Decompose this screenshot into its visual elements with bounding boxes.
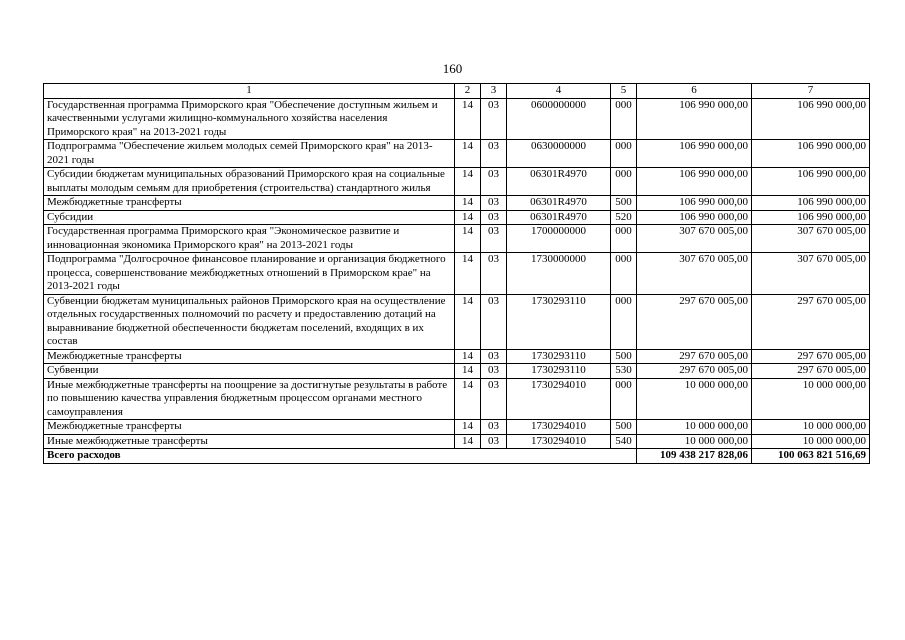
row-section-cell: 14 (455, 210, 481, 225)
row-amount-7-cell: 10 000 000,00 (752, 420, 870, 435)
row-amount-6-cell: 297 670 005,00 (637, 294, 752, 349)
row-section-cell: 14 (455, 420, 481, 435)
row-amount-7-cell: 297 670 005,00 (752, 349, 870, 364)
table-row (44, 434, 870, 449)
column-header-2: 2 (455, 84, 481, 99)
row-name-cell: Подпрограмма "Долгосрочное финансовое планирование и организация бюджетного процесса, совершенствование межбюджетных отношений в Приморском крае" на 2013-2021 годы (44, 253, 455, 295)
row-amount-6-cell: 297 670 005,00 (637, 364, 752, 379)
column-header-5: 5 (611, 84, 637, 99)
row-amount-7-cell: 307 670 005,00 (752, 253, 870, 295)
row-expense-type-cell: 530 (611, 364, 637, 379)
row-section-cell: 14 (455, 378, 481, 420)
row-amount-6-cell: 307 670 005,00 (637, 225, 752, 253)
row-expense-type-cell: 500 (611, 349, 637, 364)
column-header-1: 1 (44, 84, 455, 99)
row-section-cell: 14 (455, 140, 481, 168)
row-amount-6-cell: 106 990 000,00 (637, 140, 752, 168)
row-subsection-cell: 03 (481, 294, 507, 349)
row-expense-type-cell: 000 (611, 294, 637, 349)
row-target-code-cell: 1730293110 (507, 294, 611, 349)
total-amount-6: 109 438 217 828,06 (637, 449, 752, 464)
row-target-code-cell: 1700000000 (507, 225, 611, 253)
row-target-code-cell: 1730000000 (507, 253, 611, 295)
row-amount-6-cell: 307 670 005,00 (637, 253, 752, 295)
row-expense-type-cell: 500 (611, 420, 637, 435)
table-row (44, 140, 870, 168)
row-name-cell: Межбюджетные трансферты (44, 349, 455, 364)
row-subsection-cell: 03 (481, 225, 507, 253)
budget-table (43, 83, 870, 464)
row-expense-type-cell: 540 (611, 434, 637, 449)
table-row (44, 294, 870, 349)
row-target-code-cell: 06301R4970 (507, 168, 611, 196)
row-expense-type-cell: 000 (611, 98, 637, 140)
row-name-cell: Субсидии (44, 210, 455, 225)
row-target-code-cell: 0600000000 (507, 98, 611, 140)
table-row (44, 225, 870, 253)
row-target-code-cell: 1730293110 (507, 364, 611, 379)
column-header-7: 7 (752, 84, 870, 99)
row-section-cell: 14 (455, 253, 481, 295)
row-amount-7-cell: 10 000 000,00 (752, 434, 870, 449)
column-header-6: 6 (637, 84, 752, 99)
row-amount-6-cell: 106 990 000,00 (637, 168, 752, 196)
row-subsection-cell: 03 (481, 140, 507, 168)
header-row (44, 84, 870, 99)
row-expense-type-cell: 000 (611, 168, 637, 196)
row-section-cell: 14 (455, 294, 481, 349)
table-row (44, 196, 870, 211)
row-amount-7-cell: 106 990 000,00 (752, 98, 870, 140)
table-row (44, 349, 870, 364)
column-header-3: 3 (481, 84, 507, 99)
row-name-cell: Межбюджетные трансферты (44, 420, 455, 435)
row-name-cell: Государственная программа Приморского края "Экономическое развитие и инновационная экономика Приморского края" на 2013-2021 годы (44, 225, 455, 253)
row-section-cell: 14 (455, 349, 481, 364)
table-row (44, 378, 870, 420)
row-expense-type-cell: 000 (611, 253, 637, 295)
row-name-cell: Иные межбюджетные трансферты (44, 434, 455, 449)
row-subsection-cell: 03 (481, 364, 507, 379)
page-number: 160 (442, 61, 463, 76)
row-amount-7-cell: 106 990 000,00 (752, 210, 870, 225)
table-row (44, 253, 870, 295)
total-row (44, 449, 870, 464)
row-subsection-cell: 03 (481, 210, 507, 225)
row-subsection-cell: 03 (481, 98, 507, 140)
row-amount-6-cell: 10 000 000,00 (637, 378, 752, 420)
row-section-cell: 14 (455, 364, 481, 379)
row-section-cell: 14 (455, 168, 481, 196)
row-name-cell: Подпрограмма "Обеспечение жильем молодых семей Приморского края" на 2013-2021 годы (44, 140, 455, 168)
row-target-code-cell: 1730294010 (507, 378, 611, 420)
row-expense-type-cell: 000 (611, 225, 637, 253)
row-expense-type-cell: 000 (611, 140, 637, 168)
row-expense-type-cell: 500 (611, 196, 637, 211)
row-amount-7-cell: 307 670 005,00 (752, 225, 870, 253)
row-name-cell: Иные межбюджетные трансферты на поощрение за достигнутые результаты в работе по повышению качества управления бюджетным процессом органами местного самоуправления (44, 378, 455, 420)
row-subsection-cell: 03 (481, 349, 507, 364)
row-target-code-cell: 1730293110 (507, 349, 611, 364)
row-subsection-cell: 03 (481, 168, 507, 196)
row-amount-7-cell: 106 990 000,00 (752, 168, 870, 196)
row-name-cell: Государственная программа Приморского края "Обеспечение доступным жильем и качественными услугами жилищно-коммунального хозяйства населения Приморского края" на 2013-2021 годы (44, 98, 455, 140)
table-row (44, 420, 870, 435)
row-amount-7-cell: 297 670 005,00 (752, 364, 870, 379)
row-amount-7-cell: 297 670 005,00 (752, 294, 870, 349)
row-amount-6-cell: 106 990 000,00 (637, 98, 752, 140)
row-target-code-cell: 06301R4970 (507, 210, 611, 225)
table-row (44, 168, 870, 196)
row-target-code-cell: 06301R4970 (507, 196, 611, 211)
row-subsection-cell: 03 (481, 434, 507, 449)
row-amount-7-cell: 10 000 000,00 (752, 378, 870, 420)
row-expense-type-cell: 520 (611, 210, 637, 225)
table-row (44, 98, 870, 140)
table-row (44, 210, 870, 225)
column-header-4: 4 (507, 84, 611, 99)
table-row (44, 364, 870, 379)
row-subsection-cell: 03 (481, 196, 507, 211)
row-section-cell: 14 (455, 196, 481, 211)
row-subsection-cell: 03 (481, 253, 507, 295)
row-amount-6-cell: 10 000 000,00 (637, 434, 752, 449)
row-amount-6-cell: 297 670 005,00 (637, 349, 752, 364)
row-name-cell: Субсидии бюджетам муниципальных образований Приморского края на социальные выплаты молодым семьям для приобретения (строительства) стандартного жилья (44, 168, 455, 196)
total-amount-7: 100 063 821 516,69 (752, 449, 870, 464)
row-subsection-cell: 03 (481, 378, 507, 420)
total-label: Всего расходов (44, 449, 637, 464)
row-amount-6-cell: 10 000 000,00 (637, 420, 752, 435)
row-amount-6-cell: 106 990 000,00 (637, 196, 752, 211)
row-target-code-cell: 1730294010 (507, 434, 611, 449)
row-amount-6-cell: 106 990 000,00 (637, 210, 752, 225)
row-subsection-cell: 03 (481, 420, 507, 435)
row-amount-7-cell: 106 990 000,00 (752, 196, 870, 211)
row-section-cell: 14 (455, 98, 481, 140)
row-section-cell: 14 (455, 434, 481, 449)
row-amount-7-cell: 106 990 000,00 (752, 140, 870, 168)
row-section-cell: 14 (455, 225, 481, 253)
row-name-cell: Субвенции (44, 364, 455, 379)
row-name-cell: Субвенции бюджетам муниципальных районов Приморского края на осуществление отдельных государственных полномочий по расчету и предоставлению дотаций на выравнивание бюджетной обеспеченности бюджетам поселений, входящих в их состав (44, 294, 455, 349)
row-target-code-cell: 1730294010 (507, 420, 611, 435)
row-target-code-cell: 0630000000 (507, 140, 611, 168)
row-name-cell: Межбюджетные трансферты (44, 196, 455, 211)
row-expense-type-cell: 000 (611, 378, 637, 420)
